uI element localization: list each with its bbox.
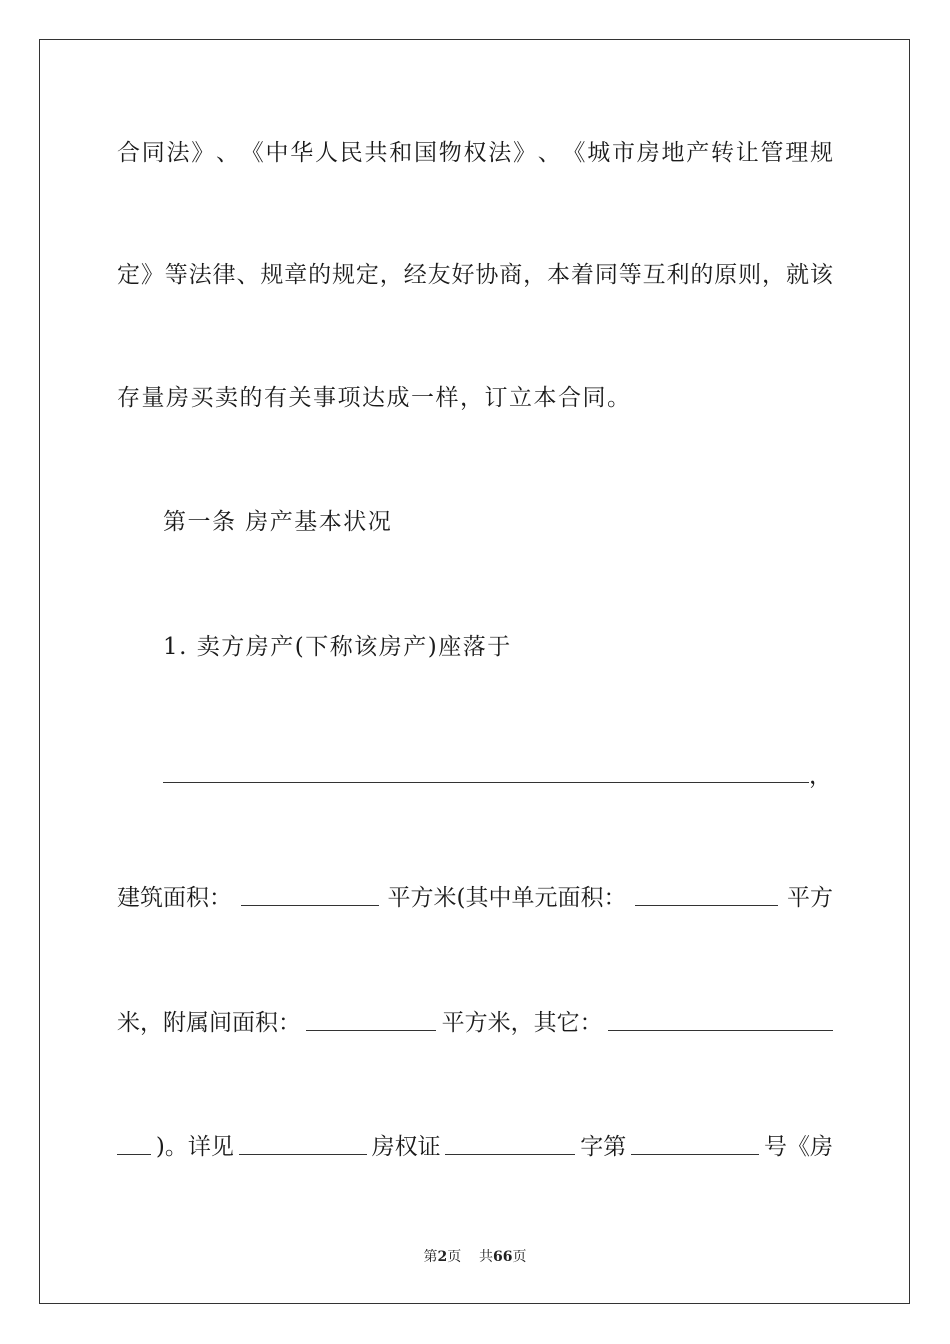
other-blank[interactable] bbox=[608, 1008, 833, 1031]
body-line-2: 定 》 等 法 律 、 规 章 的 规 定 ， 经 友 好 协 商 ， 本 着 同 等 互 利 的 原 则 ， 就 该 bbox=[117, 262, 833, 288]
unit-area-label: 平方米(其中单元面积： bbox=[387, 885, 627, 911]
footer-total-number: 66 bbox=[493, 1249, 513, 1265]
unit-area-blank[interactable] bbox=[635, 883, 778, 906]
cert-word-blank[interactable] bbox=[445, 1132, 575, 1155]
building-area-blank[interactable] bbox=[241, 883, 379, 906]
location-blank-line bbox=[163, 760, 833, 791]
comma: ， bbox=[809, 763, 834, 789]
annex-area-blank[interactable] bbox=[306, 1008, 436, 1031]
body-line-3: 存量房买卖的有关事项达成一样，订立本合同。 bbox=[117, 385, 632, 411]
other-label: 平方米，其它： bbox=[441, 1010, 603, 1036]
footer-page-number: 2 bbox=[437, 1249, 448, 1265]
annex-area-line bbox=[117, 1008, 833, 1038]
cert-line bbox=[117, 1132, 833, 1162]
location-blank[interactable] bbox=[163, 760, 809, 783]
annex-area-label: 米，附属间面积： bbox=[117, 1010, 301, 1036]
footer-total-suffix: 页 bbox=[512, 1249, 527, 1265]
page-footer bbox=[0, 1246, 950, 1266]
section-title: 第一条 房产基本状况 bbox=[163, 509, 393, 535]
cert-region-blank[interactable] bbox=[239, 1132, 367, 1155]
cert-label: 房权证 bbox=[371, 1134, 441, 1160]
footer-page-suffix: 页 bbox=[447, 1249, 462, 1265]
cert-number-blank[interactable] bbox=[631, 1132, 759, 1155]
body-line-1: 合 同 法 》 、 《 中 华 人 民 共 和 国 物 权 法 》 、 《 城 市 房 地 产 转 让 管 理 规 bbox=[117, 140, 833, 166]
area-line bbox=[117, 883, 833, 913]
building-area-label: 建筑面积： bbox=[117, 885, 232, 911]
footer-total-prefix: 共 bbox=[479, 1249, 494, 1265]
hao-label: 号《房 bbox=[764, 1134, 833, 1160]
unit-ping-fang: 平方 bbox=[786, 885, 833, 911]
detail-label: )。详见 bbox=[155, 1134, 234, 1160]
page-frame bbox=[39, 39, 910, 1304]
footer-page-prefix: 第 bbox=[423, 1249, 438, 1265]
zi-di-label: 字第 bbox=[580, 1134, 627, 1160]
other-blank-cont[interactable] bbox=[117, 1132, 151, 1155]
item-1-location: 1. 卖方房产(下称该房产)座落于 bbox=[163, 634, 512, 660]
